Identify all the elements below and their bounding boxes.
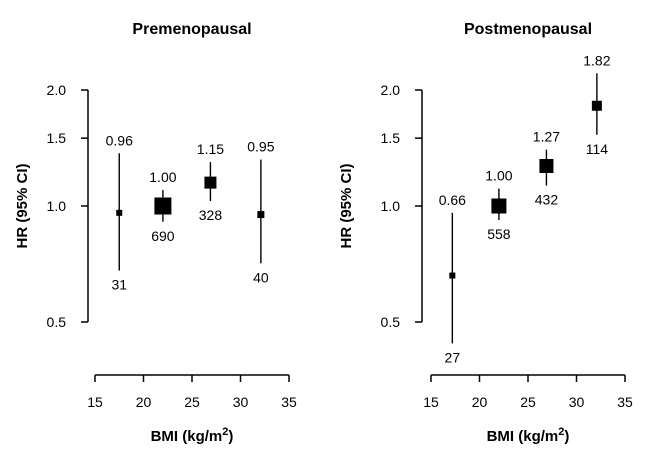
x-axis-title: BMI $(kg/m^2)$ <box>150 426 234 445</box>
point-marker <box>154 198 171 215</box>
x-tick-label: 30 <box>232 394 249 410</box>
hr-value-label: 1.15 <box>196 141 225 158</box>
y-tick-label: 1.0 <box>380 198 400 214</box>
data-point-group <box>533 129 560 208</box>
hr-value-label: 0.96 <box>105 132 133 149</box>
hr-value-label: 1.27 <box>532 128 561 145</box>
point-marker <box>592 101 602 111</box>
n-count-label: 558 <box>487 225 511 242</box>
point-marker <box>539 159 553 173</box>
hr-value-label: 1.00 <box>149 169 177 186</box>
data-point-group <box>106 132 133 292</box>
y-tick-label: 0.5 <box>46 314 66 330</box>
data-point-group <box>247 139 274 286</box>
n-count-label: 27 <box>444 349 461 366</box>
x-tick-label: 30 <box>568 394 585 410</box>
x-tick-label: 25 <box>520 394 536 410</box>
x-tick-label: 15 <box>87 394 103 410</box>
panel-premenopausal <box>14 21 297 445</box>
n-count-label: 114 <box>585 140 609 157</box>
data-point-group <box>439 192 466 366</box>
hr-value-label: 1.82 <box>583 52 611 69</box>
x-tick-label: 20 <box>135 394 152 410</box>
x-axis-title: BMI $(kg/m^2)$ <box>486 426 570 445</box>
n-count-label: 690 <box>151 227 175 244</box>
y-tick-label: 1.5 <box>46 130 66 147</box>
data-point-group <box>149 169 176 244</box>
hr-value-label: 1.00 <box>485 167 513 184</box>
point-marker <box>116 210 122 216</box>
y-tick-label: 1.5 <box>380 130 400 147</box>
n-count-label: 31 <box>111 276 128 293</box>
point-marker <box>204 177 216 189</box>
y-axis-title: HR (95% CI) <box>338 163 355 249</box>
data-point-group <box>485 168 512 242</box>
x-tick-label: 35 <box>617 394 633 410</box>
y-tick-label: 2.0 <box>380 82 400 98</box>
point-marker <box>491 199 506 214</box>
data-point-group <box>583 52 610 157</box>
y-tick-label: 0.5 <box>380 314 400 330</box>
y-axis-title: HR (95% CI) <box>14 163 31 249</box>
y-tick-label: 2.0 <box>46 82 66 98</box>
n-count-label: 432 <box>534 191 559 208</box>
data-point-group <box>197 141 224 223</box>
panel-postmenopausal <box>338 21 633 445</box>
x-tick-label: 15 <box>423 394 439 410</box>
hr-value-label: 0.66 <box>438 191 466 208</box>
x-tick-label: 20 <box>471 394 488 410</box>
panel-title: Premenopausal <box>132 21 252 38</box>
point-marker <box>449 273 455 279</box>
hr-value-label: 0.95 <box>247 138 275 155</box>
y-tick-label: 1.0 <box>46 198 66 214</box>
n-count-label: 40 <box>253 269 269 286</box>
x-tick-label: 25 <box>184 394 200 410</box>
x-tick-label: 35 <box>281 394 297 410</box>
point-marker <box>257 211 264 218</box>
panel-title: Postmenopausal <box>463 21 593 38</box>
n-count-label: 328 <box>198 207 223 224</box>
